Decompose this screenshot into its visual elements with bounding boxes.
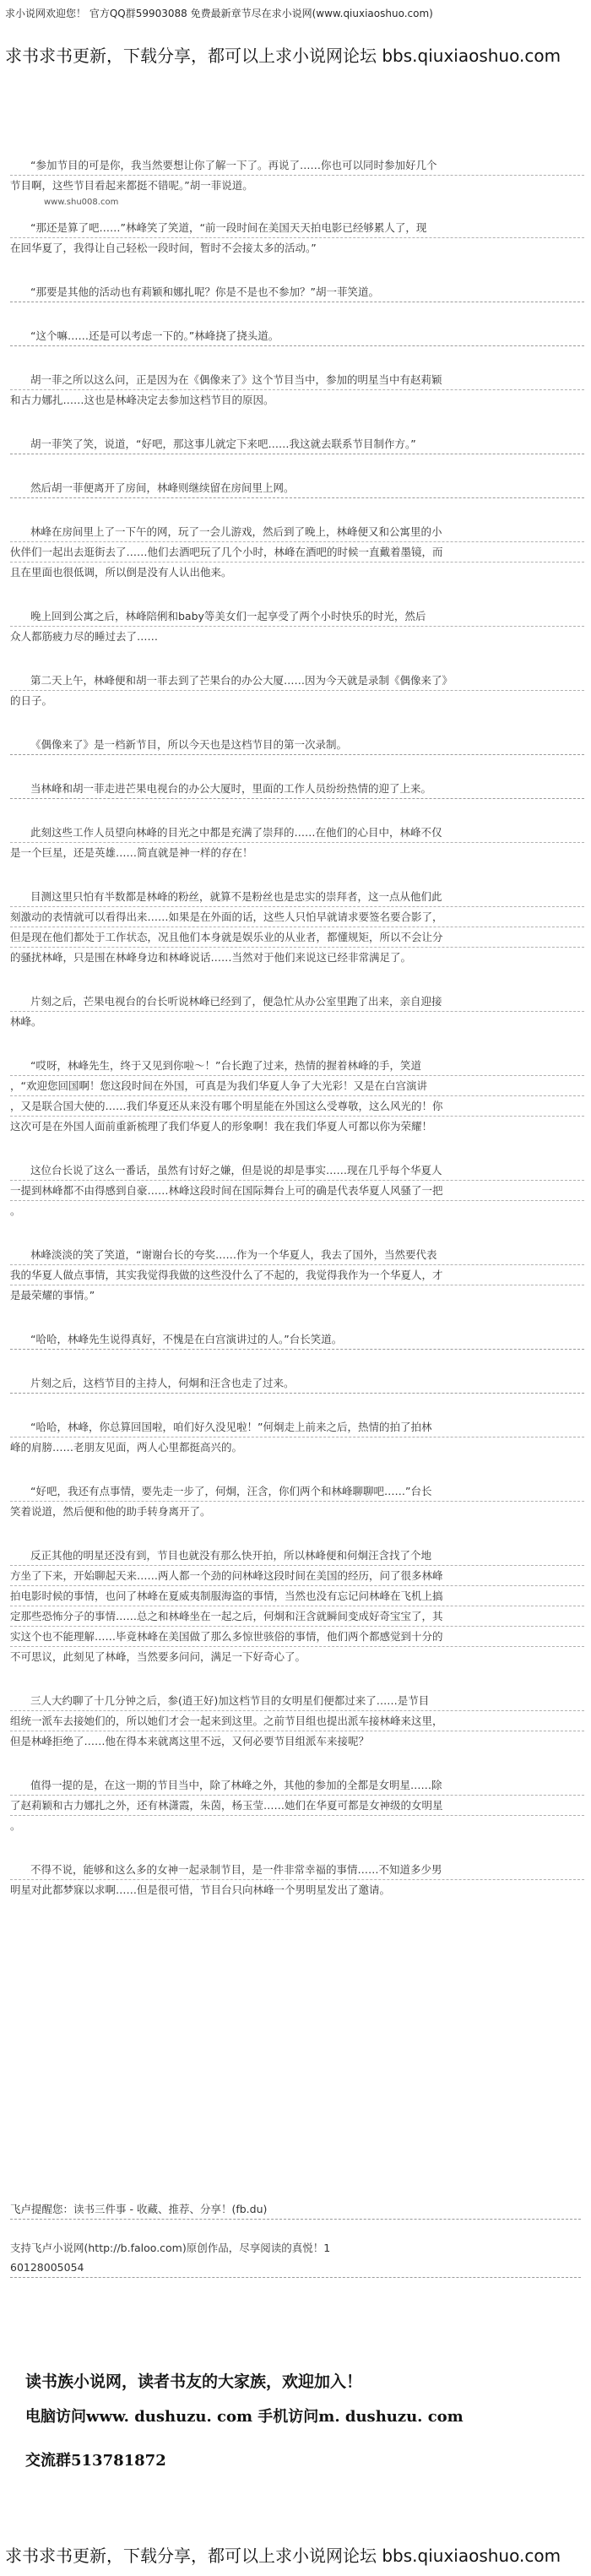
paragraph-line: 方坐了下来，开始聊起天来……两人都一个劲的问林峰这段时间在美国的经历，问了很多林峰 [10,1566,584,1586]
paragraph [10,735,584,755]
paragraph [10,282,584,302]
paragraph-line: 且在里面也很低调，所以倒是没有人认出他来。 [10,566,232,579]
paragraph-line: “那还是算了吧……”林峰笑了笑道，“前一段时间在美国天天拍电影已经够累人了，现 [10,218,584,238]
paragraph-line: 片刻之后，芒果电视台的台长听说林峰已经到了，便急忙从办公室里跑了出来，亲自迎接 [10,992,584,1012]
paragraph-line: 实这个也不能理解……毕竟林峰在美国做了那么多惊世骇俗的事情，他们两个都感觉到十分的 [10,1627,584,1647]
paragraph [10,887,584,968]
paragraph [10,1775,584,1836]
paragraph [10,434,584,454]
paragraph [10,1860,584,1900]
forum-banner-bottom[interactable]: 求书求书更新，下载分享，都可以上求小说网论坛 bbs.qiuxiaoshuo.com [5,2546,561,2566]
paragraph-line: 林峰。 [10,1015,42,1028]
paragraph-line: ，“欢迎您回国啊！您这段时间在外国，可真是为我们华夏人争了大光彩！又是在白宫演讲 [10,1076,584,1096]
paragraph [10,1329,584,1350]
paragraph-line: “哈哈，林峰先生说得真好，不愧是在白宫演讲过的人。”台长笑道。 [30,1333,343,1345]
paragraph-line: “哈哈，林峰，你总算回国啦，咱们好久没见啦！”何炯走上前来之后，热情的拍了拍林 [10,1417,584,1437]
paragraph [10,218,584,258]
paragraph [10,1160,584,1221]
paragraph-line: 的骚扰林峰，只是围在林峰身边和林峰说话……当然对于他们来说这已经非常满足了。 [10,951,412,964]
paragraph [10,1691,584,1752]
paragraph [10,823,584,863]
paragraph [10,1245,584,1306]
promo-block [25,2365,583,2480]
faloo-reminder: 飞卢提醒您：读书三件事 - 收藏、推荐、分享！(fb.du) [10,2199,581,2220]
paragraph-line: “那要是其他的活动也有莉颖和娜扎呢？你是不是也不参加？”胡一菲笑道。 [30,285,379,298]
paragraph [10,1546,584,1667]
paragraph-line: 然后胡一菲便离开了房间，林峰则继续留在房间里上网。 [30,481,295,494]
paragraph [10,992,584,1032]
paragraph-line: 这次可是在外国人面前重新梳理了我们华夏人的形象啊！我在我们华夏人可都以你为荣耀！ [10,1120,433,1133]
paragraph [10,1056,584,1137]
promo-access[interactable]: 电脑访问www. dushuzu. com 手机访问m. dushuzu. com [25,2408,464,2426]
promo-welcome: 读书族小说网，读者书友的大家族，欢迎加入！ [25,2372,363,2391]
paragraph-line: 明星对此都梦寐以求啊……但是很可惜，节目台只向林峰一个男明星发出了邀请。 [10,1883,391,1896]
paragraph-line: 但是林峰拒绝了……他在得本来就离这里不远，又何必要节目组派车来接呢？ [10,1735,370,1747]
paragraph-line: 目测这里只怕有半数都是林峰的粉丝，就算不是粉丝也是忠实的崇拜者，这一点从他们此 [10,887,584,907]
paragraph-line: 是一个巨星，还是英雄……简直就是神一样的存在！ [10,846,253,859]
paragraph-line: 定那些恐怖分子的事情……总之和林峰坐在一起之后，何炯和汪含就瞬间变成好奇宝宝了，其 [10,1606,584,1627]
paragraph-line: 这位台长说了这么一番话，虽然有讨好之嫌，但是说的却是事实……现在几乎每个华夏人 [10,1160,584,1181]
paragraph-line: 了赵莉颖和古力娜扎之外，还有林潇霞，朱茵，杨玉莹……她们在华夏可都是女神级的女明星 [10,1796,584,1816]
paragraph-line: 节目啊，这些节目看起来都挺不错呢。”胡一菲说道。 [10,179,253,192]
paragraph [10,326,584,346]
paragraph-line: “参加节目的可是你，我当然要想让你了解一下了。再说了……你也可以同时参加好几个 [10,155,584,176]
paragraph-line: 晚上回到公寓之后，林峰陪俐和baby等美女们一起享受了两个小时快乐的时光，然后 [10,606,584,627]
paragraph-line: 不可思议，此刻见了林峰，当然要多问问，满足一下好奇心了。 [10,1650,306,1663]
paragraph-line: 三人大约聊了十几分钟之后，参(逍王好)加这档节目的女明星们便都过来了……是节目 [10,1691,584,1711]
paragraph-line: 。 [10,1204,21,1217]
paragraph-line: 的日子。 [10,694,53,707]
paragraph [10,370,584,410]
paragraph-line: ，又是联合国大使的……我们华夏还从来没有哪个明星能在外国这么受尊敬，这么风光的！你 [10,1096,584,1117]
paragraph [10,155,584,196]
paragraph-line: 组统一派车去接她们的，所以她们才会一起来到这里。之前节目组也提出派车接林峰来这里， [10,1711,584,1731]
paragraph-line: 在回华夏了，我得让自己轻松一段时间，暂时不会接太多的活动。” [10,242,317,254]
paragraph-line: 刻激动的表情就可以看得出来……如果是在外面的话，这些人只怕早就请求要签名要合影了， [10,907,584,927]
footer-notes [10,2199,581,2296]
faloo-support-line[interactable]: 支持飞卢小说网(http://b.faloo.com)原创作品，尽享阅读的真悦！1 [10,2242,331,2254]
watermark-url: www.shu008.com [44,198,119,207]
paragraph-line: “这个嘛……还是可以考虑一下的。”林峰挠了挠头道。 [30,329,279,342]
forum-banner[interactable]: 求书求书更新，下载分享，都可以上求小说网论坛 bbs.qiuxiaoshuo.com [5,46,561,66]
paragraph [10,1417,584,1458]
promo-qq-group: 交流群513781872 [25,2452,166,2470]
paragraph-line: 《偶像来了》是一档新节目，所以今天也是这档节目的第一次录制。 [30,738,348,751]
paragraph-line: 胡一菲笑了笑，说道，“好吧，那这事儿就定下来吧……我这就去联系节目制作方。” [30,437,416,450]
paragraph-line: 伙伴们一起出去逛街去了……他们去酒吧玩了几个小时，林峰在酒吧的时候一直戴着墨镜，而 [10,542,584,562]
paragraph-line: 此刻这些工作人员望向林峰的目光之中都是充满了崇拜的……在他们的心目中，林峰不仅 [10,823,584,843]
paragraph-line: 拍电影时候的事情，也问了林峰在夏威夷制服海盗的事情，当然也没有忘记问林峰在飞机上搞 [10,1586,584,1606]
chapter-body [10,155,584,1924]
paragraph-line: 是最荣耀的事情。” [10,1289,95,1302]
paragraph [10,1481,584,1522]
paragraph-line: 值得一提的是，在这一期的节目当中，除了林峰之外，其他的参加的全都是女明星……除 [10,1775,584,1796]
site-notice: 求小说网欢迎您！ 官方QQ群59903088 免费最新章节尽在求小说网(www.qiuxiaoshuo.com) [5,8,433,19]
paragraph [10,779,584,799]
paragraph-line: 当林峰和胡一菲走进芒果电视台的办公大厦时，里面的工作人员纷纷热情的迎了上来。 [30,782,432,795]
paragraph [10,522,584,583]
paragraph-line: 峰的肩膀……老朋友见面，两人心里都挺高兴的。 [10,1441,243,1454]
paragraph [10,1373,584,1394]
faloo-id-line: 60128005054 [10,2258,581,2278]
paragraph-line: “好吧，我还有点事情，要先走一步了，何炯，汪含，你们两个和林峰聊聊吧……”台长 [10,1481,584,1502]
paragraph-line: 我的华夏人做点事情，其实我觉得我做的这些没什么了不起的，我觉得我作为一个华夏人，才 [10,1265,584,1285]
paragraph-line: 片刻之后，这档节目的主持人，何炯和汪含也走了过来。 [30,1377,295,1389]
paragraph-line: 反正其他的明星还没有到，节目也就没有那么快开拍，所以林峰便和何炯汪含找了个地 [10,1546,584,1566]
paragraph-line: 胡一菲之所以这么问，正是因为在《偶像来了》这个节目当中，参加的明星当中有赵莉颖 [10,370,584,390]
paragraph [10,478,584,498]
paragraph-line: 不得不说，能够和这么多的女神一起录制节目，是一件非常幸福的事情……不知道多少男 [10,1860,584,1880]
paragraph-line: 第二天上午，林峰便和胡一菲去到了芒果台的办公大厦……因为今天就是录制《偶像来了》 [10,671,584,691]
paragraph-line: 众人都筋疲力尽的睡过去了…… [10,630,159,643]
paragraph [10,671,584,711]
paragraph-line: 一提到林峰都不由得感到自豪……林峰这段时间在国际舞台上可的确是代表华夏人风骚了一把 [10,1181,584,1201]
paragraph-line: 但是现在他们都处于工作状态，况且他们本身就是娱乐业的从业者，都懂规矩，所以不会让分 [10,927,584,948]
paragraph-line: “哎呀，林峰先生，终于又见到你啦～！”台长跑了过来，热情的握着林峰的手，笑道 [10,1056,584,1076]
paragraph-line: 林峰在房间里上了一下午的网，玩了一会儿游戏，然后到了晚上，林峰便又和公寓里的小 [10,522,584,542]
paragraph-line: 和古力娜扎……这也是林峰决定去参加这档节目的原因。 [10,394,274,406]
paragraph-line: 。 [10,1819,21,1832]
paragraph-line: 笑着说道，然后便和他的助手转身离开了。 [10,1505,211,1518]
paragraph-line: 林峰淡淡的笑了笑道，“谢谢台长的夸奖……作为一个华夏人，我去了国外，当然要代表 [10,1245,584,1265]
paragraph [10,606,584,647]
